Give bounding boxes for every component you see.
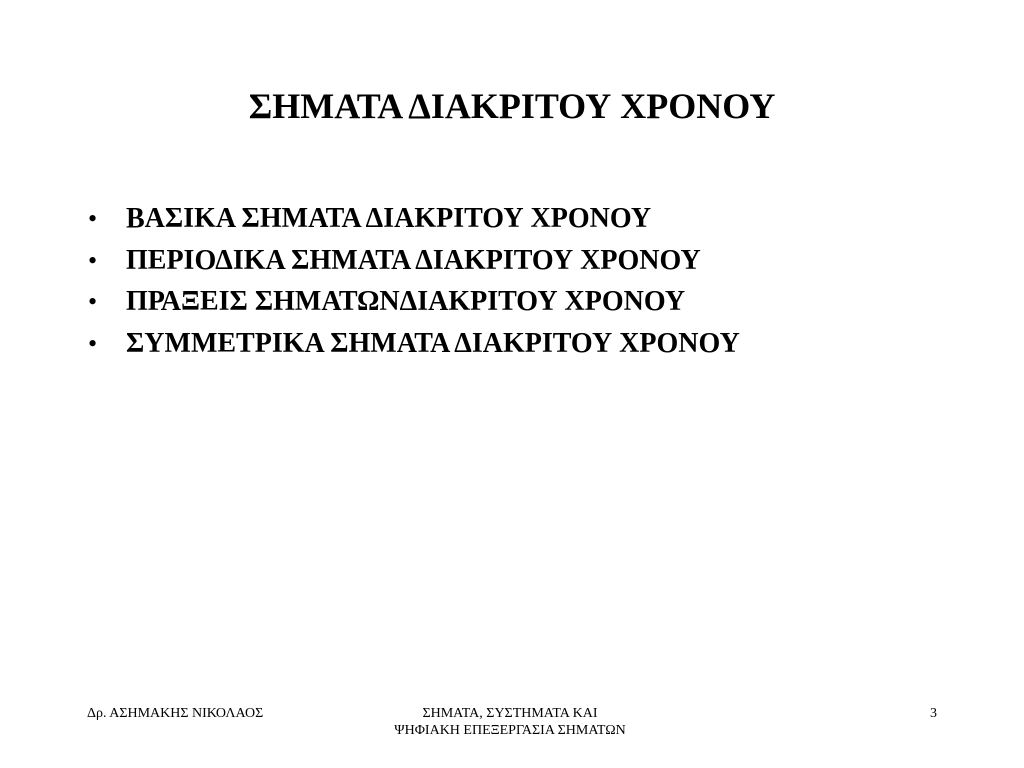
footer-author: Δρ. ΑΣΗΜΑΚΗΣ ΝΙΚΟΛΑΟΣ bbox=[87, 706, 264, 721]
page-number: 3 bbox=[930, 706, 937, 721]
bullet-item bbox=[88, 198, 740, 240]
bullet-icon: • bbox=[88, 328, 98, 358]
footer-course-title bbox=[340, 705, 680, 739]
bullet-text: ΣΥΜΜΕΤΡΙΚΑ ΣΗΜΑΤΑ ΔΙΑΚΡΙΤΟΥ ΧΡΟΝΟΥ bbox=[126, 327, 740, 359]
bullet-item bbox=[88, 240, 740, 282]
bullet-item bbox=[88, 281, 740, 323]
slide-title: ΣΗΜΑΤΑ ΔΙΑΚΡΙΤΟΥ ΧΡΟΝΟΥ bbox=[248, 86, 776, 126]
bullet-icon: • bbox=[88, 204, 98, 233]
bullet-icon: • bbox=[88, 245, 98, 275]
footer-course-line-1: ΣΗΜΑΤΑ, ΣΥΣΤΗΜΑΤΑ ΚΑΙ bbox=[422, 706, 598, 721]
bullet-icon: • bbox=[88, 287, 98, 316]
bullet-item bbox=[88, 323, 740, 365]
bullet-text: ΠΕΡΙΟΔΙΚΑ ΣΗΜΑΤΑ ΔΙΑΚΡΙΤΟΥ ΧΡΟΝΟΥ bbox=[126, 244, 701, 276]
bullet-text: ΠΡΑΞΕΙΣ ΣΗΜΑΤΩΝΔΙΑΚΡΙΤΟΥ ΧΡΟΝΟΥ bbox=[126, 286, 686, 317]
bullet-text: ΒΑΣΙΚΑ ΣΗΜΑΤΑ ΔΙΑΚΡΙΤΟΥ ΧΡΟΝΟΥ bbox=[126, 203, 652, 234]
bullet-list bbox=[88, 198, 740, 364]
footer-course-line-2: ΨΗΦΙΑΚΗ ΕΠΕΞΕΡΓΑΣΙΑ ΣΗΜΑΤΩΝ bbox=[394, 723, 626, 738]
